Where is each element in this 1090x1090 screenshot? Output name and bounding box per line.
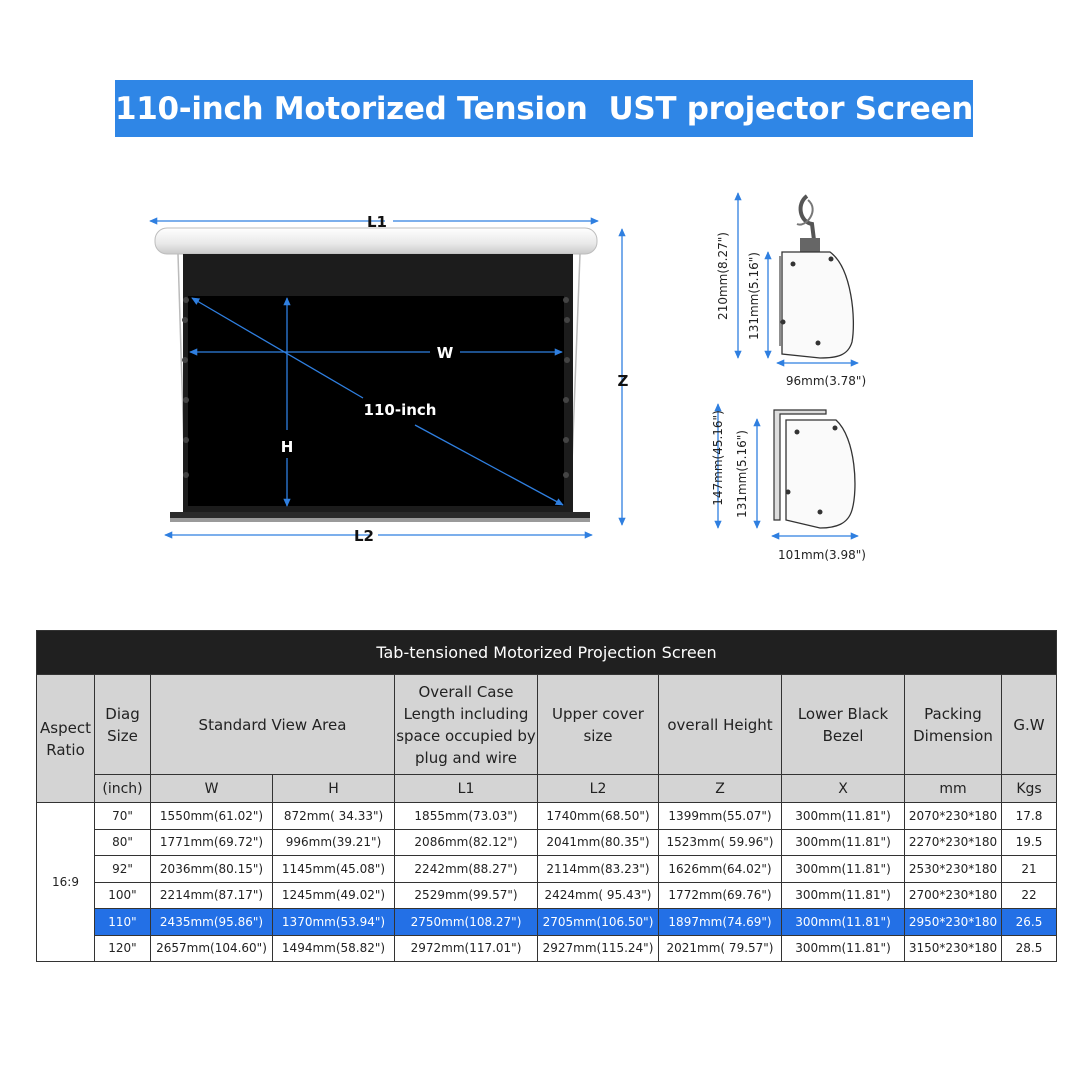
header-lower-bezel: Lower Black Bezel [782, 675, 905, 775]
cell-x: 300mm(11.81") [782, 829, 905, 856]
cell-diag: 120" [95, 935, 151, 962]
spec-table [36, 630, 1057, 962]
cell-diag: 100" [95, 882, 151, 909]
table-row [37, 882, 1057, 909]
unit-cell: Z [659, 775, 782, 803]
cell-x: 300mm(11.81") [782, 882, 905, 909]
cell-pack: 2070*230*180 [905, 803, 1002, 830]
table-row [37, 829, 1057, 856]
cell-w: 2036mm(80.15") [151, 856, 273, 883]
unit-cell: L2 [538, 775, 659, 803]
unit-cell: H [273, 775, 395, 803]
cell-l1: 1855mm(73.03") [395, 803, 538, 830]
cell-z: 1523mm( 59.96") [659, 829, 782, 856]
table-row-highlighted [37, 909, 1057, 936]
table-row [37, 803, 1057, 830]
header-packing: Packing Dimension [905, 675, 1002, 775]
cell-l1: 2529mm(99.57") [395, 882, 538, 909]
cell-pack: 2270*230*180 [905, 829, 1002, 856]
cell-l1: 2750mm(108.27") [395, 909, 538, 936]
header-gw: G.W [1002, 675, 1057, 775]
side-bottom-height-label: 147mm(45.16") [711, 410, 725, 506]
table-row [37, 856, 1057, 883]
cell-gw: 21 [1002, 856, 1057, 883]
cell-gw: 28.5 [1002, 935, 1057, 962]
side-view-hook-mount [780, 196, 853, 358]
cell-w: 2657mm(104.60") [151, 935, 273, 962]
cell-l2: 2041mm(80.35") [538, 829, 659, 856]
cell-l2: 2424mm( 95.43") [538, 882, 659, 909]
label-w: W [436, 344, 454, 362]
table-row [37, 935, 1057, 962]
unit-cell: mm [905, 775, 1002, 803]
unit-cell: W [151, 775, 273, 803]
side-top-height-label: 210mm(8.27") [716, 232, 730, 320]
label-diagonal: 110-inch [363, 401, 437, 419]
side-bottom-inner-label: 131mm(5.16") [735, 430, 749, 518]
cell-l2: 2114mm(83.23") [538, 856, 659, 883]
label-z: Z [617, 372, 629, 390]
unit-cell: (inch) [95, 775, 151, 803]
cell-z: 1897mm(74.69") [659, 909, 782, 936]
label-h: H [280, 438, 294, 456]
cell-pack: 3150*230*180 [905, 935, 1002, 962]
cell-gw: 17.8 [1002, 803, 1057, 830]
header-upper-cover: Upper cover size [538, 675, 659, 775]
cell-l2: 2705mm(106.50") [538, 909, 659, 936]
cell-diag: 110" [95, 909, 151, 936]
diagram-svg [0, 150, 1090, 610]
unit-cell: Kgs [1002, 775, 1057, 803]
header-aspect-ratio: Aspect Ratio [37, 675, 95, 803]
cell-h: 996mm(39.21") [273, 829, 395, 856]
cell-l2: 2927mm(115.24") [538, 935, 659, 962]
cell-x: 300mm(11.81") [782, 856, 905, 883]
cell-l1: 2972mm(117.01") [395, 935, 538, 962]
unit-cell: L1 [395, 775, 538, 803]
cell-w: 1550mm(61.02") [151, 803, 273, 830]
cell-z: 1399mm(55.07") [659, 803, 782, 830]
table-header-row [37, 675, 1057, 775]
cell-z: 1772mm(69.76") [659, 882, 782, 909]
cell-gw: 26.5 [1002, 909, 1057, 936]
label-l2: L2 [354, 527, 374, 545]
cell-diag: 92" [95, 856, 151, 883]
cell-z: 1626mm(64.02") [659, 856, 782, 883]
label-l1: L1 [367, 213, 387, 231]
cell-h: 872mm( 34.33") [273, 803, 395, 830]
cell-x: 300mm(11.81") [782, 909, 905, 936]
unit-cell: X [782, 775, 905, 803]
cell-w: 2435mm(95.86") [151, 909, 273, 936]
cell-gw: 22 [1002, 882, 1057, 909]
screen-diagram [0, 150, 1090, 610]
cell-l2: 1740mm(68.50") [538, 803, 659, 830]
cell-x: 300mm(11.81") [782, 935, 905, 962]
cell-h: 1245mm(49.02") [273, 882, 395, 909]
cell-pack: 2950*230*180 [905, 909, 1002, 936]
cell-x: 300mm(11.81") [782, 803, 905, 830]
page-title-banner: 110-inch Motorized Tension UST projector Screen [115, 80, 973, 137]
side-top-width-label: 96mm(3.78") [785, 374, 867, 388]
table-title: Tab-tensioned Motorized Projection Screen [37, 631, 1057, 675]
header-overall-case: Overall Case Length including space occupied by plug and wire [395, 675, 538, 775]
header-overall-height: overall Height [659, 675, 782, 775]
cell-pack: 2700*230*180 [905, 882, 1002, 909]
cell-pack: 2530*230*180 [905, 856, 1002, 883]
cell-z: 2021mm( 79.57") [659, 935, 782, 962]
cell-l1: 2086mm(82.12") [395, 829, 538, 856]
cell-h: 1145mm(45.08") [273, 856, 395, 883]
cell-w: 1771mm(69.72") [151, 829, 273, 856]
cell-diag: 70" [95, 803, 151, 830]
side-top-inner-label: 131mm(5.16") [747, 252, 761, 340]
cell-gw: 19.5 [1002, 829, 1057, 856]
cell-w: 2214mm(87.17") [151, 882, 273, 909]
cell-diag: 80" [95, 829, 151, 856]
cell-l1: 2242mm(88.27") [395, 856, 538, 883]
table-unit-row [37, 775, 1057, 803]
header-diag-size: Diag Size [95, 675, 151, 775]
projector-screen-drawing [155, 228, 597, 522]
cell-h: 1370mm(53.94") [273, 909, 395, 936]
aspect-ratio-cell: 16:9 [37, 803, 95, 962]
side-bottom-width-label: 101mm(3.98") [778, 548, 866, 562]
cell-h: 1494mm(58.82") [273, 935, 395, 962]
header-standard-view-area: Standard View Area [151, 675, 395, 775]
side-view-wall-bracket [774, 410, 855, 528]
